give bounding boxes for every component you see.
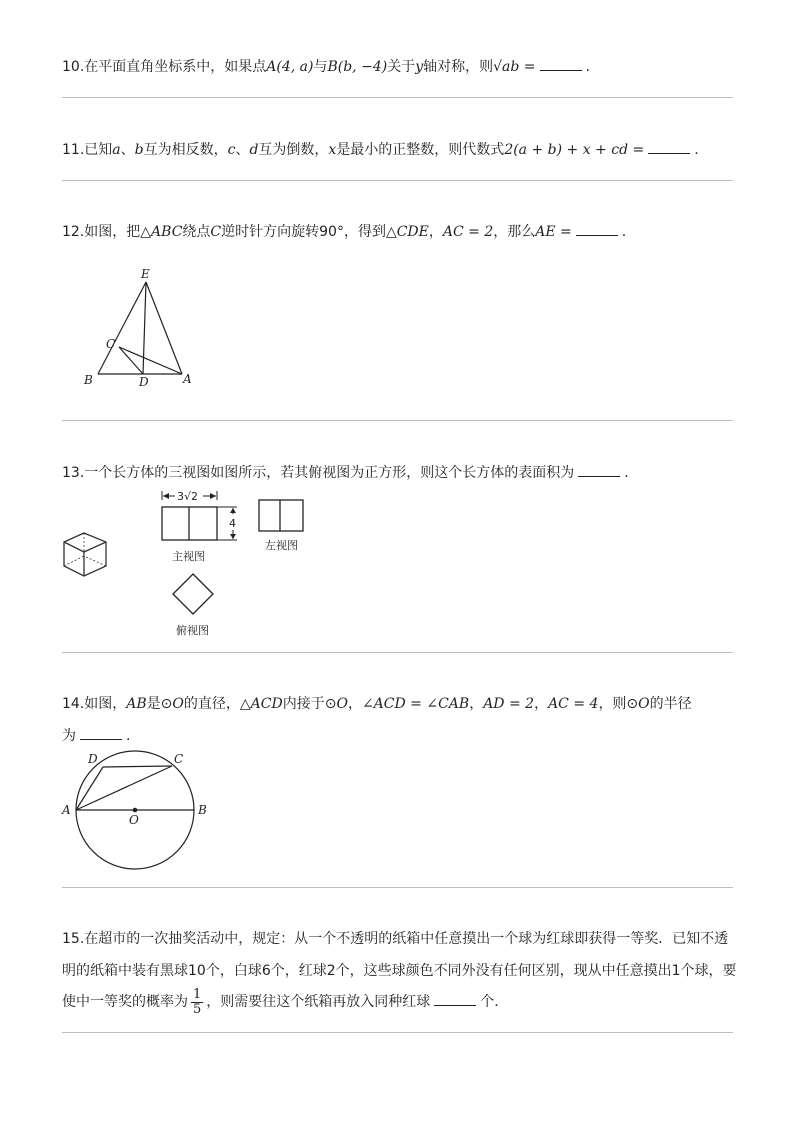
question-11 bbox=[62, 140, 699, 160]
question-12 bbox=[62, 222, 626, 242]
q12-text: 逆时针方向旋转90°，得到 bbox=[221, 224, 386, 240]
q11-c: c bbox=[227, 142, 236, 158]
q14-ab: AB bbox=[126, 696, 147, 712]
q14-ad: AD = 2 bbox=[483, 696, 535, 712]
q11-d: d bbox=[249, 142, 259, 158]
q15-line3b: ，则需要往这个纸箱再放入同种红球 bbox=[206, 994, 431, 1010]
top-view-label: 俯视图 bbox=[176, 624, 209, 637]
label-e: E bbox=[141, 267, 150, 281]
q13-cuboid-figure bbox=[62, 530, 110, 580]
question-14 bbox=[62, 694, 692, 714]
q12-triangle-abc: △ABC bbox=[140, 224, 183, 240]
q10-point-a: A(4, a) bbox=[266, 59, 314, 75]
q14-triangle: △ACD bbox=[239, 696, 283, 712]
label-b: B bbox=[198, 803, 207, 817]
q14-o: O bbox=[336, 696, 348, 712]
question-13 bbox=[62, 463, 629, 483]
answer-blank[interactable] bbox=[648, 140, 690, 154]
q10-suffix: 轴对称，则 bbox=[423, 59, 494, 75]
q14-text: 是⊙ bbox=[146, 696, 173, 712]
label-a: A bbox=[183, 372, 192, 386]
divider bbox=[62, 180, 733, 181]
q13-text: 13.一个长方体的三视图如图所示，若其俯视图为正方形，则这个长方体的表面积为 bbox=[62, 465, 575, 481]
label-c: C bbox=[174, 752, 184, 766]
answer-blank[interactable] bbox=[80, 726, 122, 740]
q12-triangle-figure bbox=[78, 262, 208, 392]
q14-text: ， bbox=[469, 696, 484, 712]
question-14-line-2 bbox=[62, 726, 130, 746]
q12-text: 绕点 bbox=[182, 224, 211, 240]
q14-prefix: 14.如图， bbox=[62, 696, 127, 712]
fraction-numerator: 1 bbox=[193, 986, 202, 1002]
label-b: B bbox=[84, 373, 93, 387]
label-o: O bbox=[129, 813, 139, 827]
q10-point-b: B(b, −4) bbox=[327, 59, 388, 75]
q14-angles: ∠ACD = ∠CAB bbox=[361, 696, 470, 712]
answer-blank[interactable] bbox=[578, 463, 620, 477]
q10-equals: = bbox=[519, 59, 536, 75]
q11-text: 互为倒数， bbox=[258, 142, 329, 158]
front-view-label: 主视图 bbox=[172, 550, 205, 563]
q15-line3c: 个. bbox=[480, 994, 499, 1010]
q11-text: 互为相反数， bbox=[143, 142, 228, 158]
answer-blank[interactable] bbox=[540, 57, 582, 71]
q14-text: 内接于⊙ bbox=[282, 696, 337, 712]
fraction-denominator: 5 bbox=[193, 1001, 202, 1017]
q10-mid2: 关于 bbox=[387, 59, 416, 75]
q10-mid: 与 bbox=[313, 59, 328, 75]
q11-text: 是最小的正整数，则代数式 bbox=[336, 142, 505, 158]
q11-a: a bbox=[112, 142, 121, 158]
question-15-line-2 bbox=[62, 961, 737, 981]
q15-line3a: 使中一等奖的概率为 bbox=[62, 994, 188, 1010]
answer-blank[interactable] bbox=[576, 222, 618, 236]
q12-ae: AE = bbox=[535, 224, 572, 240]
divider bbox=[62, 652, 733, 653]
q12-text: ，那么 bbox=[493, 224, 536, 240]
q10-prefix: 10.在平面直角坐标系中，如果点 bbox=[62, 59, 267, 75]
q13-end: . bbox=[624, 465, 629, 481]
q14-text: ， bbox=[347, 696, 362, 712]
question-10 bbox=[62, 57, 590, 77]
q12-end: . bbox=[621, 224, 627, 240]
label-d: D bbox=[88, 752, 98, 766]
q13-three-views bbox=[155, 488, 315, 638]
q10-y: y bbox=[415, 59, 424, 75]
label-a: A bbox=[62, 803, 71, 817]
q14-end: . bbox=[126, 728, 131, 744]
question-15-line-3 bbox=[62, 986, 499, 1018]
divider bbox=[62, 420, 733, 421]
q10-expression: √ab bbox=[493, 59, 520, 75]
q10-end: . bbox=[585, 59, 590, 75]
divider bbox=[62, 1032, 733, 1033]
dimension-width: 3√2 bbox=[177, 490, 199, 503]
q11-expression: 2(a + b) + x + cd = bbox=[504, 142, 645, 158]
answer-blank[interactable] bbox=[434, 992, 476, 1006]
left-view-label: 左视图 bbox=[265, 539, 298, 552]
divider bbox=[62, 97, 733, 98]
divider bbox=[62, 887, 733, 888]
q12-text: ， bbox=[428, 224, 443, 240]
q15-line1: 15.在超市的一次抽奖活动中，规定：从一个不透明的纸箱中任意摸出一个球为红球即获得一等奖．已知不透 bbox=[62, 931, 729, 947]
q14-text: 的半径 bbox=[649, 696, 692, 712]
question-15-line-1 bbox=[62, 929, 728, 949]
q11-text: 、 bbox=[235, 142, 250, 158]
label-c: C bbox=[106, 337, 116, 351]
q12-prefix: 12.如图，把 bbox=[62, 224, 141, 240]
q15-line2: 明的纸箱中装有黑球10个，白球6个，红球2个，这些球颜色不同外没有任何区别，现从中任意摸出1个球，要 bbox=[62, 963, 737, 979]
q14-text: ，则⊙ bbox=[598, 696, 639, 712]
q14-ac: AC = 4 bbox=[548, 696, 599, 712]
dimension-height: 4 bbox=[229, 517, 236, 530]
q14-text: ， bbox=[534, 696, 549, 712]
q12-triangle-cde: △CDE bbox=[385, 224, 429, 240]
q14-circle-figure bbox=[58, 746, 218, 876]
q12-ac: AC = 2 bbox=[442, 224, 494, 240]
q15-fraction bbox=[191, 988, 203, 1017]
q11-b: b bbox=[134, 142, 144, 158]
q12-c: C bbox=[210, 224, 222, 240]
q11-text: 、 bbox=[120, 142, 135, 158]
q14-o: O bbox=[638, 696, 650, 712]
q14-text: 的直径， bbox=[183, 696, 240, 712]
q14-o: O bbox=[172, 696, 184, 712]
label-d: D bbox=[139, 375, 149, 389]
q14-line2: 为 bbox=[62, 728, 76, 744]
q11-prefix: 11.已知 bbox=[62, 142, 113, 158]
q11-end: . bbox=[694, 142, 699, 158]
q11-x: x bbox=[328, 142, 337, 158]
